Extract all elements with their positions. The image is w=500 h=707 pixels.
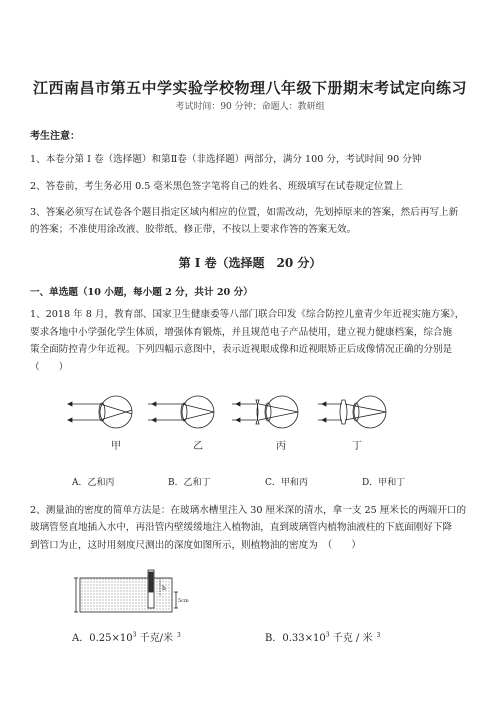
figure-label-yi: 乙: [193, 441, 203, 452]
q1-line-4: （ ）: [30, 362, 69, 373]
eye-diagram-jia: [68, 396, 132, 428]
q1-line-2: 要求各地中小学强化学生体质，增强体育锻炼，并且规范电子产品使用，建立视力健康档案，综合施: [30, 327, 453, 338]
q1-option-b[interactable]: B．乙和丁: [168, 478, 211, 488]
q2-option-b-label: B．0.33×10: [265, 633, 326, 644]
notice-item-3-line1: 3、答案必须写在试卷各个题目指定区域内相应的位置，如需改动，先划掉原来的答案，然后再写上新: [30, 207, 459, 218]
q2-option-a-sup: 3: [132, 631, 137, 639]
q1-line-3: 策全面防控青少年近视。下列四幅示意图中，表示近视眼成像和近视眼矫正后成像情况正确的分别是: [30, 344, 453, 355]
q1-option-c[interactable]: C．甲和丙: [265, 478, 308, 488]
notice-item-3-line2: 的答案；不准使用涂改液、胶带纸、修正带，不按以上要求作答的答案无效。: [30, 224, 357, 235]
notice-item-2: 2、答卷前，考生务必用 0.5 毫米黑色签字笔将自己的姓名、班级填写在试卷规定位置上: [30, 181, 403, 192]
q2-option-a-unit: 千克/米: [139, 633, 173, 644]
figure-label-ding: 丁: [352, 441, 362, 452]
q2-line-2: 玻璃管竖直地插入水中，再沿管内壁缓缓地注入植物油，直到玻璃管内植物油液柱的下底面刚好下降: [30, 522, 453, 533]
q1-line-1: 1、2018 年 8 月，教育部、国家卫生健康委等八部门联合印发《综合防控儿童青少年近视实施方案》，: [30, 309, 465, 320]
figure-h-label: h: [162, 585, 166, 592]
oil-density-figure: [66, 566, 196, 616]
figure-label-bing: 丙: [276, 441, 286, 452]
notice-heading: 考生注意：: [30, 131, 80, 142]
page-title: 江西南昌市第五中学实验学校物理八年级下册期末考试定向练习: [32, 79, 467, 97]
eye-diagram-bing: [232, 396, 298, 428]
q2-line-3: 到管口为止，这时用刻度尺测出的深度如图所示，则植物油的密度为 （ ）: [30, 540, 361, 551]
part-title: 第 I 卷（选择题 20 分）: [178, 256, 322, 270]
q1-option-a[interactable]: A．乙和丙: [72, 478, 115, 488]
q2-option-a-label: A．0.25×10: [72, 633, 133, 644]
eye-diagram-ding: [318, 396, 386, 428]
figure-label-jia: 甲: [111, 441, 121, 452]
q2-option-b-sup: 3: [325, 631, 330, 639]
section-heading: 一、单选题（10 小题，每小题 2 分，共计 20 分）: [30, 287, 253, 298]
figure-5cm-label: 5cm: [178, 598, 189, 604]
q2-option-b-unit: 千克 / 米: [332, 633, 373, 644]
q2-option-b-unit-sup: 3: [376, 631, 381, 639]
q2-line-1: 2、测量油的密度的简单方法是：在玻璃水槽里注入 30 厘米深的清水，拿一支 25 厘米长的两端开口的: [30, 505, 467, 516]
q2-option-a[interactable]: [72, 629, 181, 644]
exam-subtitle: 考试时间：90 分钟；命题人：教研组: [175, 102, 325, 112]
eye-diagram-yi: [148, 396, 214, 428]
q2-option-a-unit-sup: 3: [176, 631, 181, 639]
notice-item-1: 1、本卷分第 I 卷（选择题）和第Ⅱ卷（非选择题）两部分，满分 100 分，考试时间 90 分钟: [30, 154, 422, 165]
q2-option-b[interactable]: [265, 629, 380, 644]
q1-option-d[interactable]: D．甲和丁: [362, 478, 406, 488]
